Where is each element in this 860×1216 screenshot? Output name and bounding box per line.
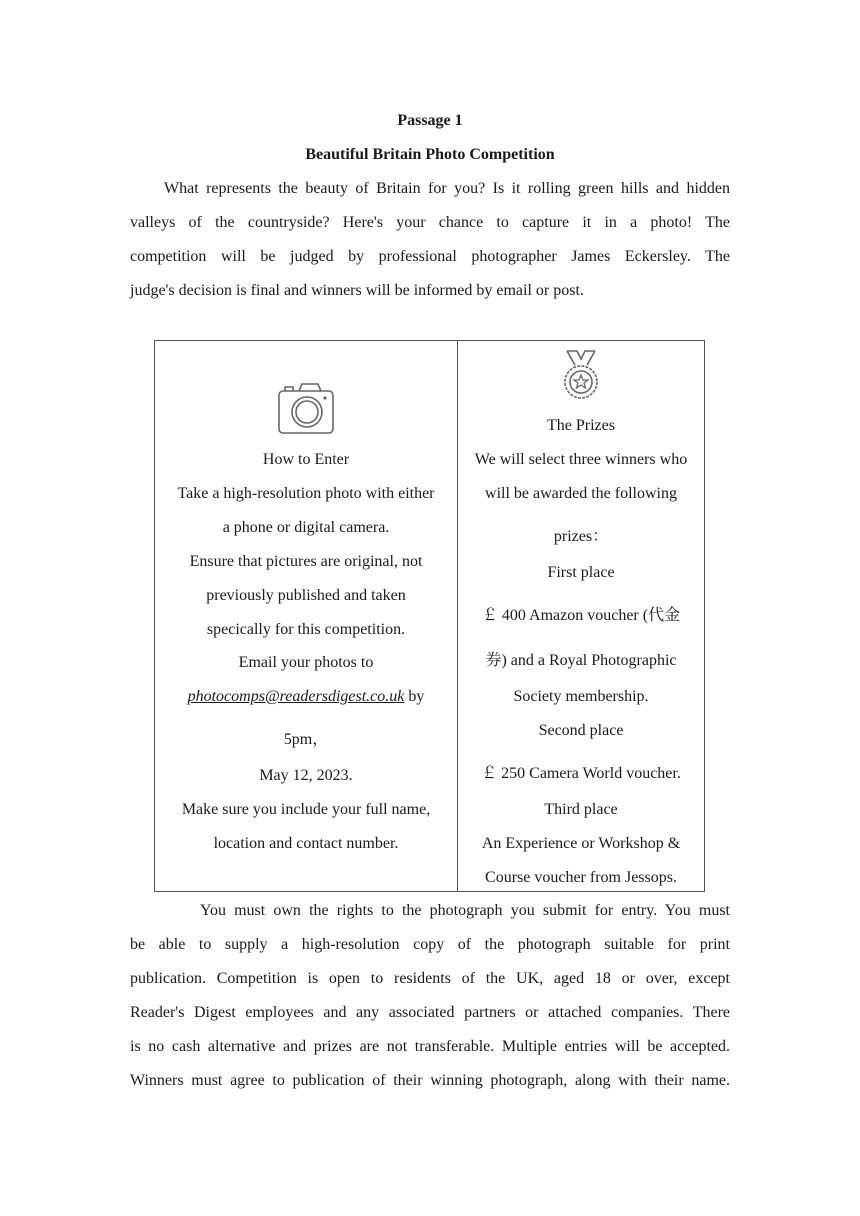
intro-line: What represents the beauty of Britain for you? Is it rolling green hills and hidden: [164, 180, 730, 197]
intro-line: competition will be judged by professional photographer James Eckersley. The: [130, 248, 730, 265]
first-place-line: ￡ 400 Amazon voucher (代金: [481, 607, 681, 624]
intro-line: valleys of the countryside? Here's your chance to capture it in a photo! The: [130, 214, 730, 231]
prizes-line: We will select three winners who: [474, 451, 688, 468]
passage-label: Passage 1: [397, 112, 463, 129]
third-place-line: Course voucher from Jessops.: [485, 869, 677, 886]
intro-line: judge's decision is final and winners will be informed by email or post.: [130, 282, 584, 299]
enter-line: 5pm，: [283, 731, 329, 748]
first-place-line: 券) and a Royal Photographic: [485, 652, 677, 669]
info-table: [154, 340, 705, 892]
email-line: [155, 688, 457, 706]
medal-icon: [562, 349, 600, 406]
third-place-line: An Experience or Workshop &: [481, 835, 681, 852]
prizes-line: will be awarded the following: [485, 485, 677, 502]
enter-line: previously published and taken: [206, 587, 406, 604]
rules-line: Winners must agree to publication of their winning photograph, along with their name.: [130, 1072, 730, 1089]
second-place-line: ￡ 250 Camera World voucher.: [481, 765, 681, 782]
rules-line: be able to supply a high-resolution copy of the photograph suitable for print: [130, 936, 730, 953]
first-place-line: Society membership.: [513, 688, 649, 705]
email-link[interactable]: photocomps@readersdigest.co.uk: [187, 688, 405, 705]
email-suffix: by: [404, 688, 425, 705]
second-place-label: Second place: [538, 722, 624, 739]
enter-line: Make sure you include your full name,: [181, 801, 431, 818]
enter-line: a phone or digital camera.: [222, 519, 390, 536]
rules-line: is no cash alternative and prizes are not transferable. Multiple entries will be accepted.: [130, 1038, 730, 1055]
how-to-enter-heading: How to Enter: [262, 451, 350, 468]
enter-line: location and contact number.: [213, 835, 399, 852]
enter-line: specically for this competition.: [206, 621, 406, 638]
rules-line: Reader's Digest employees and any associated partners or attached companies. There: [130, 1004, 730, 1021]
passage-title: Beautiful Britain Photo Competition: [305, 146, 555, 163]
first-place-label: First place: [547, 564, 615, 581]
enter-line: May 12, 2023.: [259, 767, 353, 784]
enter-line: Email your photos to: [238, 654, 374, 671]
intro-paragraph: [130, 172, 730, 308]
enter-line: Ensure that pictures are original, not: [189, 553, 423, 570]
prizes-line: prizes：: [553, 528, 609, 545]
rules-paragraph: [130, 894, 730, 1098]
enter-line: Take a high-resolution photo with either: [177, 485, 435, 502]
rules-line: You must own the rights to the photograph you submit for entry. You must: [200, 902, 730, 919]
prizes-heading: The Prizes: [547, 417, 615, 434]
third-place-label: Third place: [544, 801, 618, 818]
camera-icon: [277, 381, 335, 440]
rules-line: publication. Competition is open to residents of the UK, aged 18 or over, except: [130, 970, 730, 987]
